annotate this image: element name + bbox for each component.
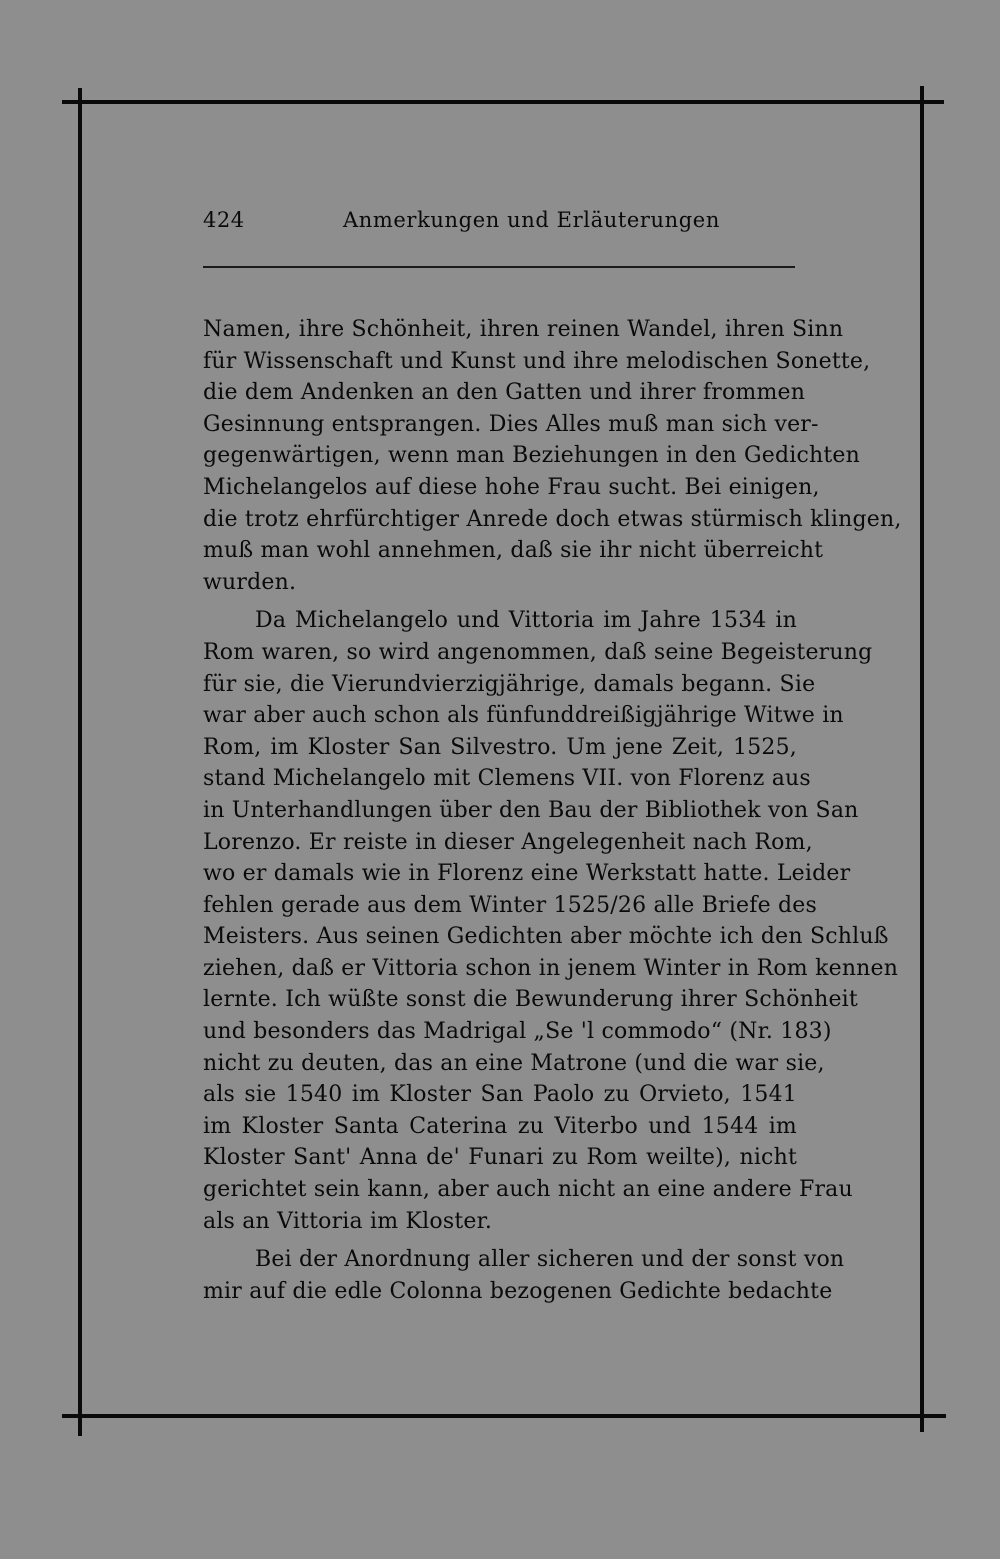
paragraph (203, 314, 902, 598)
paragraph (203, 1244, 845, 1307)
text-line: wurden. (203, 569, 297, 595)
text-line: Rom waren, so wird angenommen, daß seine Begeisterung (203, 639, 873, 665)
text-line: Rom, im Kloster San Silvestro. Um jene Zeit, 1525, (203, 734, 797, 760)
text-line: ziehen, daß er Vittoria schon in jenem Winter in Rom kennen (203, 955, 899, 981)
text-line: gerichtet sein kann, aber auch nicht an eine andere Frau (203, 1177, 853, 1203)
frame-bottom-rule (62, 1414, 946, 1418)
text-line: Meisters. Aus seinen Gedichten aber möchte ich den Schluß (203, 924, 889, 950)
text-line: Kloster Sant' Anna de' Funari zu Rom weilte), nicht (203, 1145, 797, 1171)
text-line: mir auf die edle Colonna bezogenen Gedichte bedachte (203, 1278, 833, 1304)
frame-right-rule (920, 86, 924, 1432)
body-text (203, 314, 902, 1307)
paragraph-gap (203, 598, 797, 605)
text-line: Lorenzo. Er reiste in dieser Angelegenheit nach Rom, (203, 829, 813, 855)
text-line: Michelangelos auf diese hohe Frau sucht. Bei einigen, (203, 474, 820, 500)
paragraph-gap (203, 1237, 797, 1244)
frame-top-rule (62, 100, 944, 104)
page-number: 424 (203, 208, 245, 232)
text-line: muß man wohl annehmen, daß sie ihr nicht überreicht (203, 538, 824, 564)
text-line: im Kloster Santa Caterina zu Viterbo und 1544 im (203, 1113, 797, 1139)
frame-left-rule (78, 88, 82, 1436)
text-line: für sie, die Vierundvierzigjährige, damals begann. Sie (203, 671, 816, 697)
text-line: wo er damals wie in Florenz eine Werkstatt hatte. Leider (203, 861, 851, 887)
text-line: lernte. Ich wüßte sonst die Bewunderung ihrer Schönheit (203, 987, 858, 1013)
text-line: die dem Andenken an den Gatten und ihrer frommen (203, 380, 806, 406)
text-line: nicht zu deuten, das an eine Matrone (und die war sie, (203, 1050, 825, 1076)
text-line: in Unterhandlungen über den Bau der Bibliothek von San (203, 797, 859, 823)
text-line: fehlen gerade aus dem Winter 1525/26 alle Briefe des (203, 892, 817, 918)
page-header (203, 208, 797, 242)
header-divider (203, 266, 795, 268)
text-line: und besonders das Madrigal „Se 'l commodo“ (Nr. 183) (203, 1019, 832, 1045)
text-line: gegenwärtigen, wenn man Beziehungen in den Gedichten (203, 443, 860, 469)
text-line: die trotz ehrfürchtiger Anrede doch etwas stürmisch klingen, (203, 506, 902, 532)
paragraph (203, 605, 899, 1237)
text-line: Bei der Anordnung aller sicheren und der sonst von (255, 1247, 845, 1273)
text-line: stand Michelangelo mit Clemens VII. von Florenz aus (203, 766, 811, 792)
text-line: Da Michelangelo und Vittoria im Jahre 1534 in (255, 608, 797, 634)
text-line: war aber auch schon als fünfunddreißigjährige Witwe in (203, 703, 844, 729)
text-line: als sie 1540 im Kloster San Paolo zu Orvieto, 1541 (203, 1082, 797, 1108)
running-title: Anmerkungen und Erläuterungen (343, 208, 720, 232)
text-line: Gesinnung entsprangen. Dies Alles muß man sich ver- (203, 411, 819, 437)
text-line: Namen, ihre Schönheit, ihren reinen Wandel, ihren Sinn (203, 317, 844, 342)
text-line: als an Vittoria im Kloster. (203, 1208, 493, 1234)
text-line: für Wissenschaft und Kunst und ihre melodischen Sonette, (203, 348, 871, 374)
